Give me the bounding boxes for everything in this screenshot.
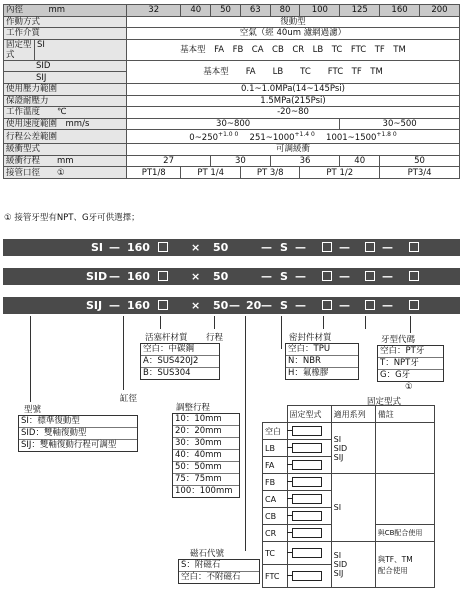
dash: — [109, 241, 120, 254]
model-option: SID：雙軸復動型 [19, 428, 137, 440]
seal-title: 密封件材質 [289, 333, 332, 343]
adjust-option: 50：50mm [173, 462, 239, 474]
cstroke-value: 30 [211, 155, 271, 167]
magnet-option: 空白：不附磁石 [181, 572, 241, 582]
mount-code: CB [263, 508, 288, 525]
action-label: 作動方式 [4, 16, 127, 28]
mount-remark: 與CB配合使用 [375, 525, 434, 542]
cstroke-label: 緩衝行程 mm [4, 155, 127, 167]
times: × [191, 241, 201, 254]
thread-mark: ① [405, 382, 413, 392]
dash: — [339, 241, 350, 254]
adjust-options [172, 413, 240, 498]
si-types: 基本型 FA FB CA CB CR LB TC FTC TF TM [127, 39, 460, 60]
option-box [322, 242, 332, 252]
mount-table [262, 405, 435, 588]
option-box [322, 300, 332, 310]
si-code: SI [37, 39, 45, 50]
dash: — [382, 241, 393, 254]
footnote: ① 接管牙型有NPT、G牙可供選擇； [4, 213, 140, 223]
bore-cell: 80 [270, 5, 300, 17]
tol-values: $0\sim 250^{+1.0 0}$ $251\sim 1000^{+1.4 0}$ $1001\sim 1500^{+1.8 0}$ [127, 130, 460, 144]
mount-series: SI SID SIJ [331, 423, 375, 474]
cylinder-icon [292, 511, 322, 521]
dash: — [339, 299, 350, 312]
tol-label: 行程公差範圍 [4, 130, 127, 144]
cstroke-value: 50 [380, 155, 460, 167]
port-value: PT 1/4 [181, 167, 241, 179]
code-bar-sid [3, 268, 460, 285]
stroke-code: 50 [213, 270, 229, 283]
rod-option: B：SUS304 [143, 368, 191, 378]
medium-label: 工作介質 [4, 28, 127, 40]
dash: — [261, 299, 272, 312]
option-box [409, 242, 419, 252]
dash: — [261, 241, 272, 254]
action-value: 復動型 [127, 16, 460, 28]
bore-cell: 160 [380, 5, 420, 17]
port-value: PT 1/2 [300, 167, 380, 179]
cylinder-icon [292, 528, 322, 538]
magnet-options [178, 559, 260, 584]
thread-option: 空白：PT牙 [378, 346, 443, 358]
bore-code: 160 [127, 299, 150, 312]
medium-value: 空氣（經 40um 濾網過濾） [127, 28, 460, 40]
code-bar-si [3, 239, 460, 256]
stroke-code: 50 [213, 241, 229, 254]
sid-code-cell: SID [4, 60, 127, 72]
dash: — [339, 270, 350, 283]
mount-code: FB [263, 474, 288, 491]
proof-value: 1.5MPa(215Psi) [127, 95, 460, 107]
cylinder-icon [292, 443, 322, 453]
stroke-title: 行程 [206, 333, 224, 343]
port-value: PT 3/8 [240, 167, 300, 179]
stroke-code: 50 [213, 299, 229, 312]
mount-code: 空白 [263, 423, 288, 440]
bore-cell: 200 [419, 5, 459, 17]
mount-row [263, 474, 435, 491]
speed-b: 30~500 [340, 118, 460, 130]
option-box [158, 271, 168, 281]
bore-code: 160 [127, 270, 150, 283]
adjust-code: 20 [246, 299, 262, 312]
rod-option: A：SUS420J2 [141, 356, 219, 368]
code-bar-sij [3, 297, 460, 314]
magnet-title: 磁石代號 [190, 549, 225, 559]
times: × [191, 270, 201, 283]
dash: — [295, 270, 306, 283]
adjust-title: 調整行程 [176, 403, 211, 413]
cylinder-icon [292, 548, 322, 558]
thread-option: G：G牙 [380, 370, 411, 380]
model-title: 型號 [24, 405, 42, 415]
adjust-option: 75：75mm [173, 474, 239, 486]
pressure-label: 使用壓力範圍 [4, 83, 127, 95]
rod-options [140, 343, 220, 380]
mount-header: 備註 [375, 406, 434, 423]
option-box [409, 300, 419, 310]
thread-options [377, 345, 444, 382]
cylinder-icon [292, 460, 322, 470]
magnet-code: S [280, 241, 288, 254]
adjust-option: 40：40mm [173, 450, 239, 462]
cushion-label: 緩衝型式 [4, 144, 127, 156]
sij-code-cell: SIJ [4, 72, 127, 84]
dash: — [295, 299, 306, 312]
mount-code: CR [263, 525, 288, 542]
seal-options [285, 343, 359, 380]
mount-code: CA [263, 491, 288, 508]
sidj-types: 基本型 FA LB TC FTC TF TM [127, 60, 460, 83]
mount-code: FA [263, 457, 288, 474]
bore-cell: 40 [181, 5, 211, 17]
cstroke-value: 27 [127, 155, 211, 167]
fixed-label: 固定型式 SI [4, 39, 127, 60]
bore-row [4, 5, 460, 17]
dash: — [109, 299, 120, 312]
adjust-option: 10：10mm [173, 414, 239, 426]
port-label: 接管口徑 ① [4, 167, 127, 179]
thread-option: T：NPT牙 [378, 358, 443, 370]
option-box [365, 242, 375, 252]
model-options [18, 415, 138, 452]
dash: — [295, 241, 306, 254]
dash: — [382, 299, 393, 312]
option-box [158, 242, 168, 252]
speed-label: 使用速度範圍 mm/s [4, 118, 127, 130]
thread-title: 牙型代碼 [381, 335, 416, 345]
cstroke-value: 40 [340, 155, 380, 167]
mount-remark: 與TF、TM 配合使用 [375, 542, 434, 588]
mount-code: TC [263, 542, 288, 565]
series-code: SIJ [86, 299, 103, 312]
bore-cell: 63 [240, 5, 270, 17]
speed-a: 30~800 [127, 118, 340, 130]
rod-title: 活塞杆材質 [145, 333, 188, 343]
series-code: SI [91, 241, 104, 254]
bore-label: 內徑 mm [4, 5, 127, 17]
option-box [322, 271, 332, 281]
cylinder-icon [292, 571, 322, 581]
port-value: PT3/4 [380, 167, 460, 179]
cylinder-icon [292, 426, 322, 436]
mount-header: 固定型式 [287, 406, 331, 423]
temp-label: 工作溫度 ℃ [4, 107, 127, 119]
mount-code: LB [263, 440, 288, 457]
mount-row [263, 423, 435, 440]
mount-series: SI [331, 474, 375, 542]
seal-option: N：NBR [286, 356, 358, 368]
spec-table [3, 4, 460, 179]
adjust-option: 100：100mm [175, 486, 233, 496]
bore-title: 缸徑 [120, 394, 138, 404]
seal-option: H：氟橡膠 [288, 368, 329, 378]
pressure-value: 0.1~1.0MPa(14~145Psi) [127, 83, 460, 95]
times: × [191, 299, 201, 312]
model-option: SIJ：雙軸復動行程可調型 [21, 440, 117, 450]
option-box [409, 271, 419, 281]
mount-series: SI SID SIJ [331, 542, 375, 588]
adjust-option: 30：30mm [173, 438, 239, 450]
seal-option: 空白：TPU [286, 344, 358, 356]
mount-row [263, 542, 435, 565]
mount-title: 固定型式 [367, 397, 402, 407]
adjust-option: 20：20mm [173, 426, 239, 438]
dash: — [382, 270, 393, 283]
rod-option: 空白：中碳鋼 [141, 344, 219, 356]
magnet-code: S [280, 299, 288, 312]
series-code: SID [86, 270, 108, 283]
bore-cell: 32 [127, 5, 181, 17]
option-box [158, 300, 168, 310]
port-value: PT1/8 [127, 167, 181, 179]
cstroke-value: 36 [270, 155, 340, 167]
dash: — [109, 270, 120, 283]
dash: — [229, 299, 240, 312]
mount-header: 適用系列 [331, 406, 375, 423]
bore-code: 160 [127, 241, 150, 254]
magnet-code: S [280, 270, 288, 283]
mount-code: FTC [263, 565, 288, 588]
cylinder-icon [292, 494, 322, 504]
magnet-option: S：附磁石 [179, 560, 259, 572]
option-box [365, 271, 375, 281]
proof-label: 保證耐壓力 [4, 95, 127, 107]
bore-cell: 100 [300, 5, 340, 17]
bore-cell: 125 [340, 5, 380, 17]
model-option: SI：標準復動型 [19, 416, 137, 428]
dash: — [261, 270, 272, 283]
cylinder-icon [292, 477, 322, 487]
temp-value: -20~80 [127, 107, 460, 119]
bore-cell: 50 [211, 5, 241, 17]
option-box [365, 300, 375, 310]
cushion-value: 可調緩衝 [127, 144, 460, 156]
